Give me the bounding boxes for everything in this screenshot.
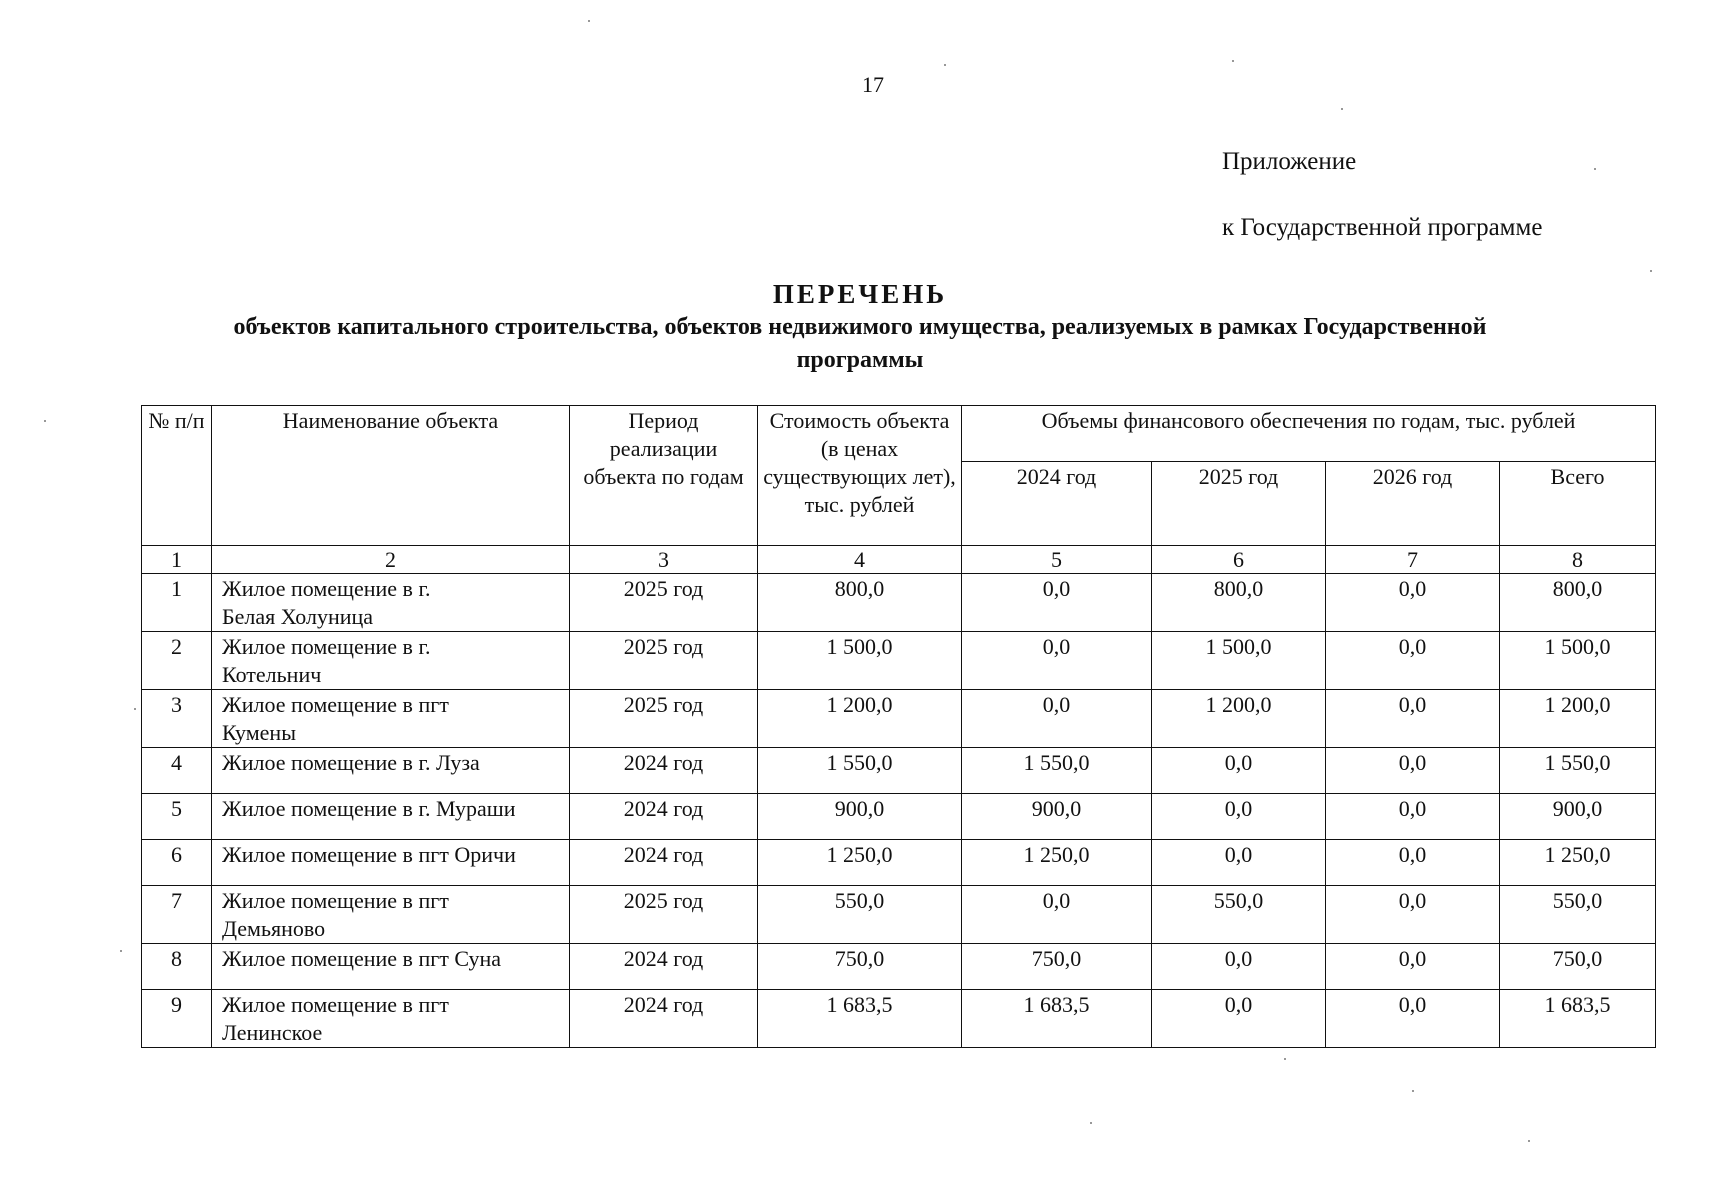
row-2026: 0,0 [1326,840,1500,886]
row-total: 1 550,0 [1500,748,1656,794]
row-total: 1 250,0 [1500,840,1656,886]
row-2025: 1 500,0 [1152,632,1326,690]
table-row [142,886,1656,944]
row-total: 800,0 [1500,574,1656,632]
row-total: 1 500,0 [1500,632,1656,690]
row-2025: 1 200,0 [1152,690,1326,748]
page-number: 17 [862,72,884,97]
row-2025: 550,0 [1152,886,1326,944]
row-period: 2025 год [570,574,758,632]
document-title-block [0,277,1720,377]
row-total: 750,0 [1500,944,1656,990]
scan-speck [44,420,46,422]
header-funding: Объемы финансового обеспечения по годам, тыс. рублей [962,406,1656,462]
row-period: 2024 год [570,794,758,840]
row-cost: 750,0 [758,944,962,990]
row-period: 2024 год [570,990,758,1048]
scan-speck [1594,168,1596,170]
row-2026: 0,0 [1326,794,1500,840]
row-total: 1 200,0 [1500,690,1656,748]
row-cost: 1 550,0 [758,748,962,794]
header-2025: 2025 год [1152,462,1326,546]
row-num: 1 [142,574,212,632]
row-2024: 750,0 [962,944,1152,990]
table-row [142,794,1656,840]
scan-speck [588,20,590,22]
row-2024: 0,0 [962,574,1152,632]
row-num: 8 [142,944,212,990]
objects-table [141,405,1656,1048]
header-period: Период реализации объекта по годам [570,406,758,546]
header-name: Наименование объекта [212,406,570,546]
scan-speck [1650,270,1652,272]
row-2026: 0,0 [1326,990,1500,1048]
row-period: 2025 год [570,690,758,748]
row-num: 9 [142,990,212,1048]
row-2025: 0,0 [1152,944,1326,990]
row-2024: 0,0 [962,632,1152,690]
row-2024: 1 550,0 [962,748,1152,794]
row-period: 2025 год [570,632,758,690]
scan-speck [1232,60,1234,62]
row-2024: 1 683,5 [962,990,1152,1048]
row-cost: 800,0 [758,574,962,632]
row-name: Жилое помещение в г. Котельнич [212,632,570,690]
row-name: Жилое помещение в г. Мураши [212,794,570,840]
row-period: 2024 год [570,840,758,886]
row-period: 2024 год [570,748,758,794]
row-cost: 1 200,0 [758,690,962,748]
row-name: Жилое помещение в пгт Ленинское [212,990,570,1048]
row-2025: 0,0 [1152,794,1326,840]
row-2026: 0,0 [1326,886,1500,944]
table-row [142,574,1656,632]
row-period: 2024 год [570,944,758,990]
table-row [142,748,1656,794]
row-num: 2 [142,632,212,690]
column-number: 8 [1500,546,1656,574]
row-num: 6 [142,840,212,886]
document-subtitle: объектов капитального строительства, объектов недвижимого имущества, реализуемых в рамках Государственной программы [233,314,1487,373]
appendix-reference: к Государственной программе [1222,214,1543,241]
scan-speck [1528,1140,1530,1142]
row-cost: 1 250,0 [758,840,962,886]
row-num: 5 [142,794,212,840]
table-row [142,944,1656,990]
column-number: 4 [758,546,962,574]
table-row [142,840,1656,886]
row-num: 3 [142,690,212,748]
row-num: 7 [142,886,212,944]
document-title: ПЕРЕЧЕНЬ [772,279,948,309]
header-2026: 2026 год [1326,462,1500,546]
row-cost: 1 683,5 [758,990,962,1048]
header-cost: Стоимость объекта (в ценах существующих лет), тыс. рублей [758,406,962,546]
row-num: 4 [142,748,212,794]
table-row [142,990,1656,1048]
column-number: 7 [1326,546,1500,574]
row-period: 2025 год [570,886,758,944]
row-name: Жилое помещение в пгт Оричи [212,840,570,886]
table-header-row [142,406,1656,462]
header-num: № п/п [142,406,212,546]
row-name: Жилое помещение в г. Белая Холуница [212,574,570,632]
row-2025: 0,0 [1152,990,1326,1048]
table-row [142,690,1656,748]
column-number-row [142,546,1656,574]
scan-speck [944,64,946,66]
scan-speck [1412,1090,1414,1092]
scan-speck [1090,1122,1092,1124]
row-2024: 1 250,0 [962,840,1152,886]
row-total: 900,0 [1500,794,1656,840]
row-2025: 800,0 [1152,574,1326,632]
row-name: Жилое помещение в пгт Кумены [212,690,570,748]
row-name: Жилое помещение в г. Луза [212,748,570,794]
row-2024: 0,0 [962,690,1152,748]
scan-speck [120,950,122,952]
column-number: 1 [142,546,212,574]
column-number: 2 [212,546,570,574]
appendix-label: Приложение [1222,148,1357,175]
row-total: 1 683,5 [1500,990,1656,1048]
row-2025: 0,0 [1152,748,1326,794]
row-cost: 1 500,0 [758,632,962,690]
row-cost: 900,0 [758,794,962,840]
row-name: Жилое помещение в пгт Суна [212,944,570,990]
scan-speck [1284,1058,1286,1060]
row-total: 550,0 [1500,886,1656,944]
row-name: Жилое помещение в пгт Демьяново [212,886,570,944]
scan-speck [134,708,136,710]
row-2026: 0,0 [1326,574,1500,632]
row-2024: 0,0 [962,886,1152,944]
row-2026: 0,0 [1326,748,1500,794]
row-2024: 900,0 [962,794,1152,840]
scan-speck [1341,108,1343,110]
row-cost: 550,0 [758,886,962,944]
header-total: Всего [1500,462,1656,546]
header-2024: 2024 год [962,462,1152,546]
column-number: 6 [1152,546,1326,574]
row-2026: 0,0 [1326,944,1500,990]
row-2026: 0,0 [1326,690,1500,748]
row-2026: 0,0 [1326,632,1500,690]
table-row [142,632,1656,690]
row-2025: 0,0 [1152,840,1326,886]
column-number: 3 [570,546,758,574]
column-number: 5 [962,546,1152,574]
